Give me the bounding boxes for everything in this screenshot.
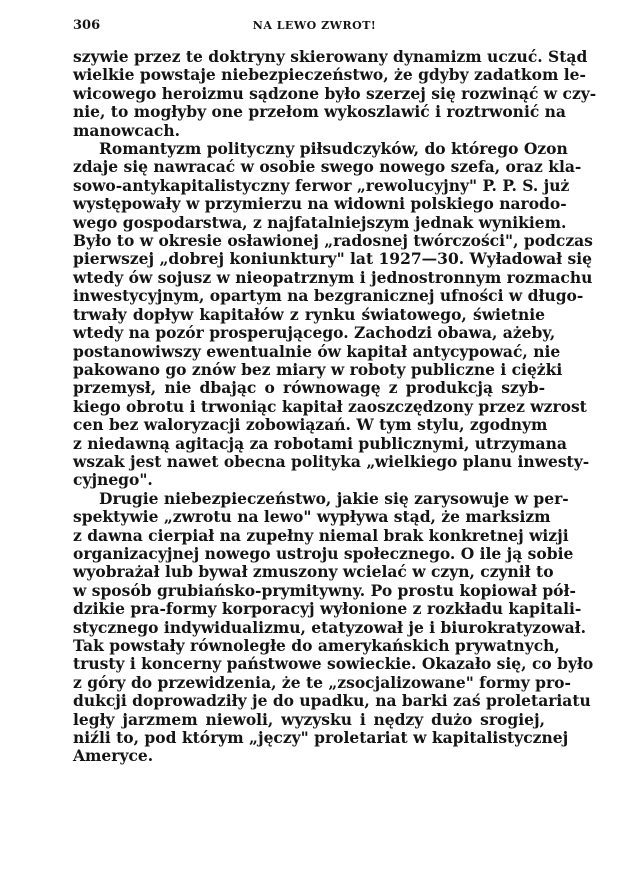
text-line: Było to w okresie osławionej „radosnej twórczości", podczas <box>73 231 593 251</box>
text-line: pierwszej „dobrej koniunktury" lat 1927—30. Wyładował się <box>73 249 593 269</box>
text-line: manowcach. <box>73 120 180 140</box>
text-line: pakowano go znów bez miary w roboty publiczne i ciężki <box>73 359 563 379</box>
text-line: niźli to, pod którym „jęczy" proletariat w kapitalistycznej <box>73 728 569 748</box>
text-line: zdaje się nawracać w osobie swego nowego szefa, oraz kla- <box>73 157 582 177</box>
text-line: wtedy ów sojusz w nieopatrznym i jednostronnym rozmachu <box>73 267 593 287</box>
text-line: przemysł, nie dbając o równowagę z produkcją szyb- <box>73 378 545 398</box>
text-line: cyjnego". <box>73 470 153 490</box>
running-head: NA LEWO ZWROT! <box>252 19 377 32</box>
text-line: trwały dopływ kapitałów z rynku światowego, świetnie <box>73 304 545 324</box>
text-line: występowały w przymierzu na widowni polskiego narodo- <box>73 194 567 214</box>
page-header <box>0 0 629 40</box>
text-line: wego gospodarstwa, z najfatalniejszym jednak wynikiem. <box>73 212 567 232</box>
text-line: z góry do przewidzenia, że te „zsocjalizowane" formy pro- <box>73 672 571 692</box>
text-line: organizacyjnej nowego ustroju społecznego. O ile ją sobie <box>73 543 574 563</box>
text-line: Ameryce. <box>73 746 154 766</box>
text-line: dukcji doprowadziły je do upadku, na barki zaś proletariatu <box>73 691 591 711</box>
text-line: dzikie pra-formy korporacyj wyłonione z rozkładu kapitali- <box>73 599 582 619</box>
text-line: Drugie niebezpieczeństwo, jakie się zarysowuje w per- <box>99 488 569 508</box>
text-line: z dawna cierpiał na zupełny niemal brak konkretnej wizji <box>73 525 569 545</box>
text-line: inwestycyjnym, opartym na bezgranicznej ufności w długo- <box>73 286 584 306</box>
text-line: legły jarzmem niewoli, wyzysku i nędzy dużo srogiej, <box>73 709 545 729</box>
text-line: nie, to mogłyby one przełom wykoszlawić i roztrwonić na <box>73 102 566 122</box>
text-line: z niedawną agitacją za robotami publicznymi, utrzymana <box>73 433 567 453</box>
page-number: 306 <box>73 18 101 33</box>
text-line: Romantyzm polityczny piłsudczyków, do którego Ozon <box>99 139 568 159</box>
paragraph-3 <box>73 488 594 766</box>
text-line: trusty i koncerny państwowe sowieckie. Okazało się, co było <box>73 654 594 674</box>
text-line: szywie przez te doktryny skierowany dynamizm uczuć. Stąd <box>73 47 588 66</box>
text-line: wyobrażał lub bywał zmuszony wcielać w czyn, czynił to <box>73 562 554 582</box>
text-line: cen bez waloryzacji zobowiązań. W tym stylu, zgodnym <box>73 415 548 435</box>
text-line: wtedy na pozór prosperującego. Zachodzi obawa, ażeby, <box>73 323 556 343</box>
text-line: sowo-antykapitalistyczny ferwor „rewolucyjny" P. P. S. już <box>73 175 570 195</box>
body-text <box>73 47 597 766</box>
text-line: spektywie „zwrotu na lewo" wypływa stąd, że marksizm <box>73 507 551 527</box>
text-line: postanowiwszy ewentualnie ów kapitał antycypować, nie <box>73 341 561 361</box>
paragraph-1 <box>73 47 597 140</box>
text-line: wszak jest nawet obecna polityka „wielkiego planu inwesty- <box>73 451 590 471</box>
text-line: w sposób grubiańsko-prymitywny. Po prostu kopiował pół- <box>73 580 576 600</box>
text-line: stycznego indywidualizmu, etatyzował je i biurokratyzował. <box>73 617 587 637</box>
text-line: kiego obrotu i trwoniąc kapitał zaoszczędzony przez wzrost <box>73 396 587 416</box>
text-line: wicowego heroizmu sądzone było szerzej się rozwinąć w czy- <box>73 83 597 103</box>
text-line: wielkie powstaje niebezpieczeństwo, że gdyby zadatkom le- <box>73 65 586 85</box>
text-line: Tak powstały równoległe do amerykańskich prywatnych, <box>73 636 560 655</box>
paragraph-2 <box>73 139 593 490</box>
